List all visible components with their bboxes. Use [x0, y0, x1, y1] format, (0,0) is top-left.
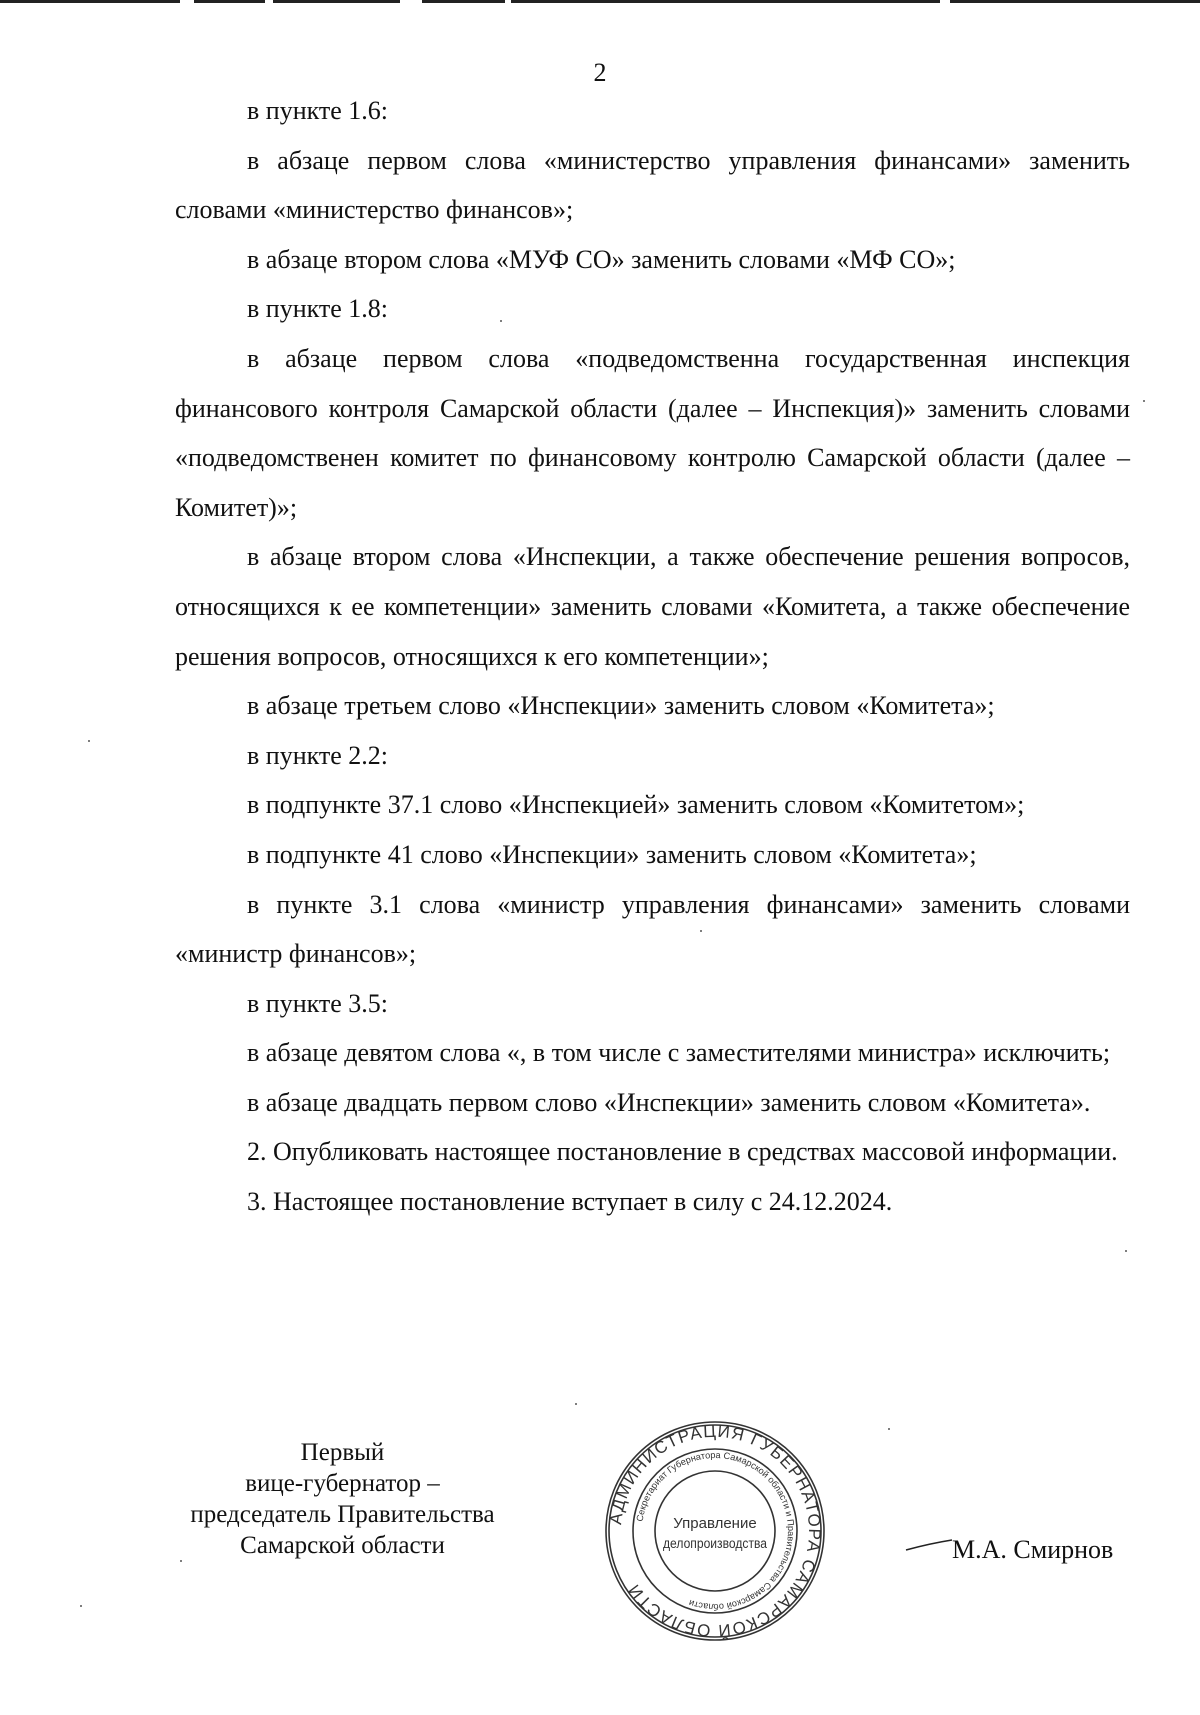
- scan-speck: [1143, 400, 1145, 402]
- paragraph: в подпункте 37.1 слово «Инспекцией» заменить словом «Комитетом»;: [247, 790, 1025, 820]
- signatory-title-line: Первый: [300, 1439, 385, 1466]
- scan-speck: [88, 740, 90, 742]
- scan-speck: [700, 930, 702, 932]
- paragraph: в абзаце двадцать первом слово «Инспекции» заменить словом «Комитета».: [247, 1087, 1091, 1117]
- paragraph: в абзаце девятом слова «, в том числе с заместителями министра» исключить;: [247, 1038, 1111, 1068]
- paragraph: в абзаце третьем слово «Инспекции» заменить словом «Комитета»;: [247, 691, 995, 721]
- seal-outer-text: АДМИНИСТРАЦИЯ ГУБЕРНАТОРА САМАРСКОЙ ОБЛАСТИ: [606, 1421, 825, 1641]
- scan-speck: [575, 1403, 577, 1405]
- paragraph: 2. Опубликовать настоящее постановление в средствах массовой информации.: [247, 1137, 1118, 1167]
- signatory-title-line: вице-губернатор –: [245, 1470, 440, 1497]
- document-body: [175, 86, 1130, 1227]
- signer-name: М.А. Смирнов: [952, 1535, 1114, 1564]
- scan-speck: [180, 1560, 182, 1562]
- scan-top-edge: [0, 0, 1200, 3]
- paragraph: в пункте 1.6:: [247, 96, 389, 125]
- paragraph: в абзаце втором слова «Инспекции, а также обеспечение решения вопросов, относящихся к ее компетенции» заменить словами «Комитета, а также обеспечение решения вопросов, относящихся к его компетенции»;: [175, 542, 1130, 671]
- paragraph: в пункте 1.8:: [247, 294, 389, 324]
- paragraph: в абзаце первом слова «подведомственна государственная инспекция финансового контроля Самарской области (далее – Инспекция)» заменить словами «подведомственен комитет по финансовому контролю Самарской области (далее – Комитет)»;: [175, 343, 1130, 522]
- page-number: 2: [593, 58, 607, 87]
- signatory-title-line: Самарской области: [240, 1532, 445, 1559]
- scan-speck: [1125, 1250, 1127, 1252]
- handwritten-signature-stroke: [905, 1538, 953, 1552]
- signatory-title-line: председатель Правительства: [190, 1501, 495, 1528]
- official-seal: [600, 1416, 830, 1646]
- paragraph: в пункте 2.2:: [247, 740, 389, 770]
- seal-center-line-1: Управление: [673, 1515, 757, 1532]
- paragraph: в абзаце первом слова «министерство управления финансами» заменить словами «министерство финансов»;: [175, 145, 1130, 225]
- paragraph: в пункте 3.5:: [247, 988, 389, 1018]
- scan-speck: [888, 1428, 890, 1430]
- seal-inner-text: Секретариат Губернатора Самарской области и Правительства Самарской области: [634, 1449, 797, 1613]
- scan-speck: [80, 1605, 82, 1607]
- seal-center-line-2: делопроизводства: [663, 1536, 768, 1551]
- scan-speck: [500, 320, 502, 322]
- paragraph: 3. Настоящее постановление вступает в силу с 24.12.2024.: [247, 1187, 893, 1217]
- paragraph: в пункте 3.1 слова «министр управления финансами» заменить словами «министр финансов»;: [175, 889, 1130, 969]
- paragraph: в подпункте 41 слово «Инспекции» заменить словом «Комитета»;: [247, 839, 977, 869]
- signatory-title: [160, 1437, 525, 1561]
- paragraph: в абзаце втором слова «МУФ СО» заменить словами «МФ СО»;: [247, 244, 956, 274]
